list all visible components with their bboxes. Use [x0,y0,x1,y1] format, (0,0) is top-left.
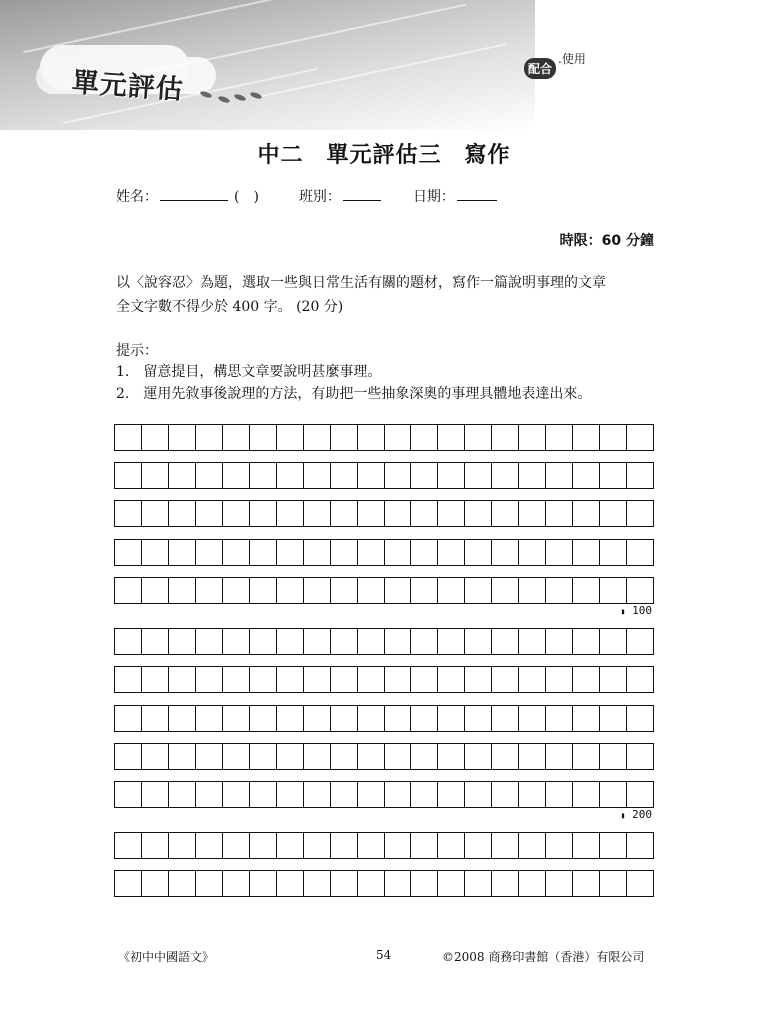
grid-row[interactable] [114,462,654,489]
leaf-icon [218,95,231,104]
grid-cell[interactable] [546,871,573,897]
grid-cell[interactable] [277,578,304,604]
grid-cell[interactable] [546,501,573,527]
grid-cell[interactable] [223,706,250,732]
grid-cell[interactable] [358,540,385,566]
time-limit: 時限：60 分鐘 [559,233,654,249]
grid-cell[interactable] [411,629,438,655]
grid-cell[interactable] [115,629,142,655]
grid-cell[interactable] [385,667,412,693]
grid-cell[interactable] [250,501,277,527]
grid-cell[interactable] [492,667,519,693]
grid-cell[interactable] [358,706,385,732]
grid-cell[interactable] [465,833,492,859]
grid-cell[interactable] [465,871,492,897]
grid-cell[interactable] [519,871,546,897]
grid-cell[interactable] [627,578,654,604]
grid-cell[interactable] [142,629,169,655]
grid-cell[interactable] [438,667,465,693]
grid-cell[interactable] [142,871,169,897]
grid-cell[interactable] [627,871,654,897]
class-blank [343,188,381,201]
grid-cell[interactable] [465,501,492,527]
date-label: 日期： [412,189,455,205]
grid-cell[interactable] [331,425,358,451]
grid-cell[interactable] [277,833,304,859]
grid-cell[interactable] [304,501,331,527]
grid-cell[interactable] [573,706,600,732]
grid-cell[interactable] [169,629,196,655]
footer-book-title: 《初中中國語文》 [118,950,215,964]
grid-cell[interactable] [142,744,169,770]
grid-cell[interactable] [627,501,654,527]
word-count-marker-100: ▮ 100 [620,604,652,617]
grid-cell[interactable] [196,667,223,693]
grid-cell[interactable] [115,706,142,732]
grid-cell[interactable] [438,501,465,527]
grid-cell[interactable] [196,463,223,489]
grid-cell[interactable] [358,425,385,451]
grid-cell[interactable] [600,629,627,655]
grid-cell[interactable] [465,578,492,604]
grid-cell[interactable] [385,501,412,527]
grid-cell[interactable] [304,463,331,489]
grid-cell[interactable] [600,463,627,489]
instruction-line: 全文字數不得少於 400 字。 (20 分) [116,299,344,315]
grid-cell[interactable] [331,501,358,527]
grid-cell[interactable] [250,744,277,770]
grid-cell[interactable] [223,425,250,451]
grid-cell[interactable] [600,871,627,897]
grid-cell[interactable] [331,744,358,770]
grid-cell[interactable] [573,744,600,770]
grid-cell[interactable] [358,667,385,693]
grid-cell[interactable] [142,667,169,693]
grid-cell[interactable] [223,540,250,566]
grid-cell[interactable] [169,425,196,451]
grid-cell[interactable] [115,463,142,489]
name-blank [160,188,228,201]
grid-cell[interactable] [492,425,519,451]
grid-cell[interactable] [385,425,412,451]
grid-cell[interactable] [411,463,438,489]
grid-row[interactable] [114,705,654,732]
grid-cell[interactable] [277,871,304,897]
footer-copyright: ©2008 商務印書館（香港）有限公司 [442,950,645,964]
grid-cell[interactable] [438,744,465,770]
grid-cell[interactable] [304,629,331,655]
grid-cell[interactable] [223,578,250,604]
grid-cell[interactable] [519,782,546,808]
grid-cell[interactable] [304,706,331,732]
grid-cell[interactable] [385,833,412,859]
grid-cell[interactable] [196,501,223,527]
grid-row[interactable] [114,628,654,655]
grid-cell[interactable] [142,706,169,732]
grid-cell[interactable] [600,744,627,770]
grid-cell[interactable] [600,540,627,566]
grid-cell[interactable] [600,425,627,451]
badge-label: 配合 [524,58,556,79]
usage-badge [524,50,586,79]
grid-cell[interactable] [600,706,627,732]
grid-cell[interactable] [411,782,438,808]
grid-cell[interactable] [358,463,385,489]
grid-cell[interactable] [438,871,465,897]
grid-cell[interactable] [358,629,385,655]
grid-cell[interactable] [115,578,142,604]
grid-cell[interactable] [411,706,438,732]
grid-cell[interactable] [331,782,358,808]
grid-cell[interactable] [304,540,331,566]
footer-page-number: 54 [376,948,392,962]
grid-cell[interactable] [358,744,385,770]
grid-cell[interactable] [142,501,169,527]
grid-cell[interactable] [519,744,546,770]
leaf-icon [234,93,247,102]
grid-cell[interactable] [169,540,196,566]
grid-cell[interactable] [519,501,546,527]
grid-cell[interactable] [304,782,331,808]
grid-cell[interactable] [627,833,654,859]
grid-cell[interactable] [573,540,600,566]
grid-cell[interactable] [546,463,573,489]
grid-cell[interactable] [573,667,600,693]
grid-cell[interactable] [331,871,358,897]
grid-cell[interactable] [358,833,385,859]
grid-cell[interactable] [331,540,358,566]
grid-row[interactable] [114,539,654,566]
grid-cell[interactable] [331,629,358,655]
grid-cell[interactable] [250,871,277,897]
grid-cell[interactable] [627,425,654,451]
grid-cell[interactable] [385,744,412,770]
grid-cell[interactable] [169,871,196,897]
grid-cell[interactable] [492,744,519,770]
grid-cell[interactable] [600,833,627,859]
grid-cell[interactable] [250,706,277,732]
grid-row[interactable] [114,832,654,859]
grid-cell[interactable] [142,463,169,489]
grid-cell[interactable] [465,706,492,732]
grid-cell[interactable] [519,629,546,655]
grid-cell[interactable] [142,578,169,604]
grid-cell[interactable] [304,578,331,604]
grid-cell[interactable] [115,425,142,451]
grid-cell[interactable] [438,629,465,655]
grid-cell[interactable] [492,706,519,732]
grid-cell[interactable] [492,578,519,604]
grid-cell[interactable] [465,744,492,770]
grid-cell[interactable] [385,629,412,655]
grid-row[interactable] [114,781,654,808]
grid-cell[interactable] [250,782,277,808]
grid-cell[interactable] [304,871,331,897]
grid-cell[interactable] [304,425,331,451]
grid-cell[interactable] [411,833,438,859]
grid-cell[interactable] [223,833,250,859]
grid-cell[interactable] [196,744,223,770]
grid-cell[interactable] [250,540,277,566]
grid-cell[interactable] [142,425,169,451]
grid-cell[interactable] [115,833,142,859]
grid-cell[interactable] [358,578,385,604]
grid-cell[interactable] [465,425,492,451]
grid-cell[interactable] [304,833,331,859]
grid-cell[interactable] [277,425,304,451]
word-count-marker-200: ▮ 200 [620,808,652,821]
grid-cell[interactable] [331,833,358,859]
grid-cell[interactable] [169,667,196,693]
page-title: 中二 單元評估三 寫作 [257,142,511,168]
grid-cell[interactable] [196,629,223,655]
grid-cell[interactable] [196,833,223,859]
grid-cell[interactable] [411,667,438,693]
grid-cell[interactable] [438,425,465,451]
grid-cell[interactable] [546,782,573,808]
grid-cell[interactable] [358,501,385,527]
grid-cell[interactable] [196,706,223,732]
instruction-line: 以〈說容忍〉為題，選取一些與日常生活有關的題材，寫作一篇說明事理的文章 [116,275,606,291]
grid-cell[interactable] [546,540,573,566]
grid-cell[interactable] [169,833,196,859]
grid-cell[interactable] [627,744,654,770]
grid-cell[interactable] [519,578,546,604]
grid-row[interactable] [114,870,654,897]
grid-cell[interactable] [385,578,412,604]
grid-cell[interactable] [169,463,196,489]
grid-cell[interactable] [492,833,519,859]
grid-cell[interactable] [331,667,358,693]
grid-cell[interactable] [331,463,358,489]
grid-cell[interactable] [492,782,519,808]
grid-cell[interactable] [465,782,492,808]
grid-cell[interactable] [627,540,654,566]
grid-cell[interactable] [519,425,546,451]
grid-cell[interactable] [385,540,412,566]
grid-cell[interactable] [546,425,573,451]
grid-cell[interactable] [627,463,654,489]
grid-cell[interactable] [600,578,627,604]
grid-cell[interactable] [573,425,600,451]
grid-cell[interactable] [358,782,385,808]
grid-cell[interactable] [304,667,331,693]
grid-cell[interactable] [600,667,627,693]
grid-cell[interactable] [331,706,358,732]
grid-cell[interactable] [358,871,385,897]
grid-cell[interactable] [142,540,169,566]
grid-cell[interactable] [438,463,465,489]
grid-cell[interactable] [115,501,142,527]
grid-cell[interactable] [196,540,223,566]
date-blank [457,188,497,201]
grid-cell[interactable] [438,782,465,808]
grid-cell[interactable] [196,425,223,451]
grid-cell[interactable] [277,744,304,770]
grid-cell[interactable] [465,629,492,655]
grid-row[interactable] [114,577,654,604]
grid-cell[interactable] [196,578,223,604]
grid-cell[interactable] [438,706,465,732]
grid-cell[interactable] [519,667,546,693]
grid-cell[interactable] [465,463,492,489]
grid-cell[interactable] [492,501,519,527]
grid-cell[interactable] [142,782,169,808]
class-label: 班別： [298,189,341,205]
grid-cell[interactable] [115,667,142,693]
grid-cell[interactable] [465,667,492,693]
grid-cell[interactable] [277,463,304,489]
grid-cell[interactable] [115,871,142,897]
grid-cell[interactable] [627,706,654,732]
grid-cell[interactable] [115,540,142,566]
grid-cell[interactable] [546,833,573,859]
grid-cell[interactable] [385,463,412,489]
grid-cell[interactable] [304,744,331,770]
grid-cell[interactable] [573,629,600,655]
grid-cell[interactable] [492,540,519,566]
grid-cell[interactable] [519,706,546,732]
grid-cell[interactable] [223,744,250,770]
grid-cell[interactable] [519,833,546,859]
grid-cell[interactable] [411,578,438,604]
grid-cell[interactable] [546,629,573,655]
grid-cell[interactable] [573,871,600,897]
grid-cell[interactable] [627,667,654,693]
hint-item: 1. 留意提目，構思文章要說明甚麼事理。 [116,364,382,380]
grid-cell[interactable] [411,871,438,897]
grid-cell[interactable] [277,782,304,808]
grid-cell[interactable] [411,744,438,770]
grid-cell[interactable] [492,871,519,897]
grid-cell[interactable] [546,578,573,604]
grid-cell[interactable] [600,501,627,527]
grid-row[interactable] [114,743,654,770]
grid-cell[interactable] [196,782,223,808]
grid-cell[interactable] [600,782,627,808]
grid-cell[interactable] [546,706,573,732]
grid-cell[interactable] [115,782,142,808]
class-number-label: ( ) [234,189,259,205]
grid-cell[interactable] [250,425,277,451]
grid-cell[interactable] [627,782,654,808]
grid-cell[interactable] [627,629,654,655]
grid-cell[interactable] [223,782,250,808]
grid-cell[interactable] [411,501,438,527]
grid-row[interactable] [114,500,654,527]
grid-cell[interactable] [573,782,600,808]
grid-cell[interactable] [277,706,304,732]
grid-cell[interactable] [142,833,169,859]
grid-cell[interactable] [169,706,196,732]
grid-cell[interactable] [385,706,412,732]
grid-cell[interactable] [115,744,142,770]
name-label: 姓名： [116,189,158,205]
grid-cell[interactable] [465,540,492,566]
grid-cell[interactable] [573,833,600,859]
badge-suffix: .使用 [558,52,586,66]
grid-cell[interactable] [277,540,304,566]
grid-cell[interactable] [573,463,600,489]
grid-cell[interactable] [223,667,250,693]
grid-cell[interactable] [250,463,277,489]
grid-row[interactable] [114,666,654,693]
grid-cell[interactable] [277,501,304,527]
grid-cell[interactable] [573,578,600,604]
header-banner [0,0,535,130]
grid-cell[interactable] [411,425,438,451]
grid-cell[interactable] [277,629,304,655]
grid-cell[interactable] [519,463,546,489]
grid-cell[interactable] [546,744,573,770]
grid-cell[interactable] [519,540,546,566]
grid-cell[interactable] [223,871,250,897]
grid-cell[interactable] [250,833,277,859]
banner-title: 單元評估 [70,67,185,106]
grid-row[interactable] [114,424,654,451]
grid-cell[interactable] [492,629,519,655]
student-info-row [116,186,499,206]
grid-cell[interactable] [250,629,277,655]
grid-cell[interactable] [492,463,519,489]
hint-item: 2. 運用先敘事後說理的方法，有助把一些抽象深奧的事理具體地表達出來。 [116,386,592,402]
grid-cell[interactable] [196,871,223,897]
grid-cell[interactable] [546,667,573,693]
grid-cell[interactable] [573,501,600,527]
grid-cell[interactable] [438,578,465,604]
grid-cell[interactable] [169,578,196,604]
grid-cell[interactable] [250,578,277,604]
grid-cell[interactable] [385,871,412,897]
grid-cell[interactable] [223,501,250,527]
grid-cell[interactable] [223,463,250,489]
grid-cell[interactable] [438,833,465,859]
grid-cell[interactable] [169,782,196,808]
grid-cell[interactable] [223,629,250,655]
grid-cell[interactable] [250,667,277,693]
grid-cell[interactable] [331,578,358,604]
grid-cell[interactable] [438,540,465,566]
grid-cell[interactable] [385,782,412,808]
grid-cell[interactable] [169,744,196,770]
grid-cell[interactable] [169,501,196,527]
grid-cell[interactable] [277,667,304,693]
leaf-icon [250,91,263,100]
hints-heading: 提示： [116,343,158,359]
grid-cell[interactable] [411,540,438,566]
